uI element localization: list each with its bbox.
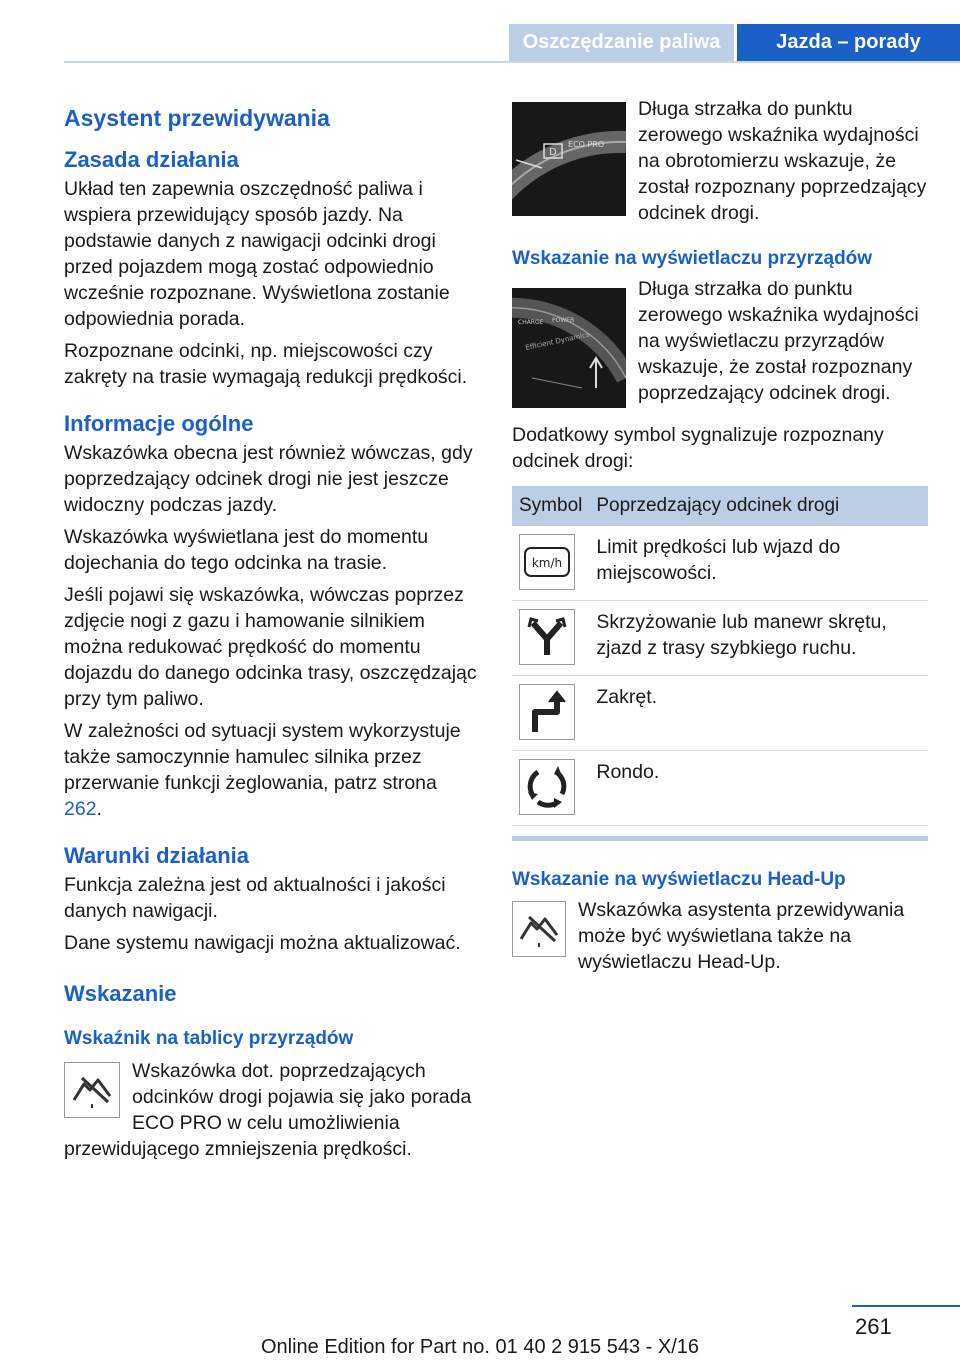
head-up-description: Wskazówka asystenta przewidywania może być wyświetlana także na wyświetlaczu Head-Up. [578, 899, 905, 973]
gear-label: D [549, 147, 557, 158]
paragraph [64, 718, 479, 822]
table-cell: Limit prędkości lub wjazd do miejscowości. [589, 526, 928, 601]
heading-wskazanie: Wskazanie [64, 981, 177, 1006]
edition-footer: Online Edition for Part no. 01 40 2 915 543 - X/16 [260, 1336, 700, 1358]
subheading-wyswietlacz-przyrzadow: Wskazanie na wyświetlaczu przyrządów [512, 248, 873, 269]
head-up-hint-icon [512, 901, 566, 957]
paragraph-text: W zależności od sytuacji system wykorzystuje także samoczynnie hamulec silnika przez przerwanie funkcji żeglowania, patrz strona [64, 720, 461, 794]
page-title: Asystent przewidywania [64, 105, 330, 131]
footer-rule [852, 1305, 960, 1307]
paragraph: Dodatkowy symbol sygnalizuje rozpoznany odcinek drogi: [512, 424, 884, 472]
heading-informacje-ogolne: Informacje ogólne [64, 411, 254, 436]
table-header-row [512, 486, 928, 526]
left-column [64, 96, 479, 1162]
junction-icon [519, 609, 575, 665]
table-cell: Skrzyżowanie lub manewr skrętu, zjazd z trasy szybkiego ruchu. [589, 601, 928, 676]
display-figure-row [512, 276, 928, 408]
charge-label: CHARGE [518, 319, 544, 326]
head-up-figure-row [512, 897, 928, 975]
paragraph: Wskazówka wyświetlana jest do momentu dojechania do tego odcinka na trasie. [64, 526, 429, 574]
curve-icon [519, 684, 575, 740]
display-description: Długa strzałka do punktu zerowego wskaźnika wydajności na wyświetlaczu przyrządów wskazuje, że został rozpoznany poprzedzający odcinek drogi. [638, 278, 919, 404]
paragraph: Układ ten zapewnia oszczędność paliwa i wspiera przewidujący sposób jazdy. Na podstawie danych z nawigacji odcinki drogi przed pojazdem mogą zostać odpowiednio wcześnie rozpoznane. Wyświetlona zostanie odpowiednia porada. [64, 178, 450, 330]
tachometer-eco-pro-image [512, 102, 626, 216]
roundabout-icon [519, 759, 575, 815]
table-row [512, 526, 928, 601]
eco-pro-label: ECO PRO [568, 140, 605, 149]
header-chapter-tab[interactable]: Jazda – porady [737, 24, 960, 61]
tachometer-figure-row [512, 90, 928, 226]
paragraph: Jeśli pojawi się wskazówka, wówczas poprzez zdjęcie nogi z gazu i hamowanie silnikiem można redukować prędkość do momentu dojazdu do danego odcinka trasy, oszczędzając przy tym paliwo. [64, 584, 477, 710]
table-row [512, 601, 928, 676]
paragraph: Wskazówka dot. poprzedzających odcinków drogi pojawia się jako porada ECO PRO w celu umożliwienia przewidującego zmniejszenia prędkości. [64, 1060, 472, 1160]
table-row [512, 751, 928, 826]
power-label: POWER [552, 317, 575, 324]
speed-limit-icon [519, 534, 575, 590]
subheading-head-up: Wskazanie na wyświetlaczu Head-Up [512, 869, 846, 890]
paragraph: Rozpoznane odcinki, np. miejscowości czy zakręty na trasie wymagają redukcji prędkości. [64, 340, 468, 388]
paragraph: Wskazówka obecna jest również wówczas, gdy poprzedzający odcinek drogi nie jest jeszcze widoczny podczas jazdy. [64, 442, 473, 516]
page-link-262[interactable]: 262 [64, 798, 97, 820]
table-cell: Zakręt. [589, 676, 928, 751]
paragraph: Dane systemu nawigacji można aktualizować. [64, 932, 461, 954]
speed-unit-label: km/h [531, 556, 563, 570]
header-rule [64, 61, 960, 63]
heading-zasada-dzialania: Zasada działania [64, 147, 239, 172]
page-number: 261 [855, 1314, 892, 1339]
brand-label: Efficient Dynamics [524, 330, 591, 352]
eco-pro-hint-block [64, 1058, 479, 1162]
symbol-table [512, 486, 928, 826]
paragraph-end: . [96, 798, 102, 820]
heading-warunki-dzialania: Warunki działania [64, 843, 250, 868]
table-header-description: Poprzedzający odcinek drogi [589, 486, 928, 526]
table-header-symbol: Symbol [512, 486, 589, 526]
right-column [512, 96, 928, 983]
tachometer-description: Długa strzałka do punktu zerowego wskaźnika wydajności na obrotomierzu wskazuje, że został rozpoznany poprzedzający odcinek drogi. [638, 98, 927, 224]
table-end-rule [512, 836, 928, 841]
subheading-tablica-przyrzadow: Wskaźnik na tablicy przyrządów [64, 1028, 354, 1049]
table-cell: Rondo. [589, 751, 928, 826]
paragraph: Funkcja zależna jest od aktualności i jakości danych nawigacji. [64, 874, 446, 922]
eco-pro-hint-icon [64, 1062, 120, 1118]
table-row [512, 676, 928, 751]
instrument-display-image [512, 288, 626, 408]
header-section-tab[interactable]: Oszczędzanie paliwa [509, 24, 734, 61]
